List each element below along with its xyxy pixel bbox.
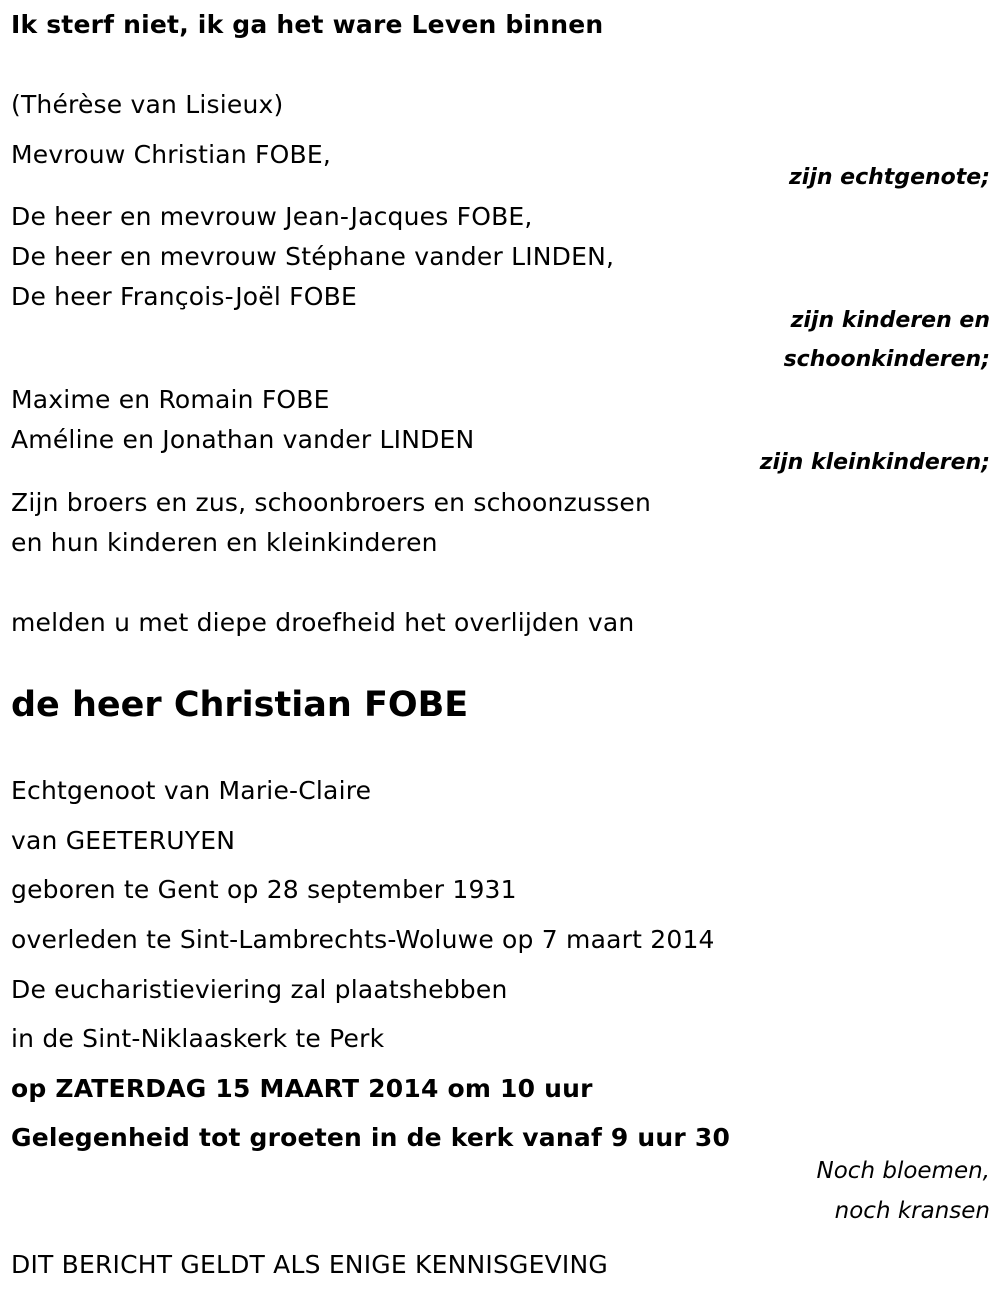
detail-line-2: van GEETERUYEN — [11, 826, 236, 855]
siblings-line-1: Zijn broers en zus, schoonbroers en schoonzussen — [11, 488, 652, 517]
children-relation-2: schoonkinderen; — [783, 347, 990, 372]
children-relation-1: zijn kinderen en — [790, 308, 990, 333]
child-line-3: De heer François-Joël FOBE — [11, 282, 357, 311]
motto: Ik sterf niet, ik ga het ware Leven binnen — [11, 10, 604, 39]
spouse-line: Mevrouw Christian FOBE, — [11, 140, 331, 169]
flowers-note-1: Noch bloemen, — [816, 1158, 990, 1184]
service-date: op ZATERDAG 15 MAART 2014 om 10 uur — [11, 1074, 593, 1103]
spouse-relation: zijn echtgenote; — [788, 165, 990, 190]
footer-notice: DIT BERICHT GELDT ALS ENIGE KENNISGEVING — [11, 1250, 608, 1279]
detail-line-4: overleden te Sint-Lambrechts-Woluwe op 7 maart 2014 — [11, 925, 715, 954]
detail-line-1: Echtgenoot van Marie-Claire — [11, 776, 372, 805]
grandchild-line-1: Maxime en Romain FOBE — [11, 385, 330, 414]
announcement: melden u met diepe droefheid het overlijden van — [11, 608, 635, 637]
detail-line-5: De eucharistieviering zal plaatshebben — [11, 975, 508, 1004]
grandchild-line-2: Améline en Jonathan vander LINDEN — [11, 425, 475, 454]
flowers-note-2: noch kransen — [834, 1198, 990, 1224]
siblings-line-2: en hun kinderen en kleinkinderen — [11, 528, 438, 557]
child-line-2: De heer en mevrouw Stéphane vander LINDEN, — [11, 242, 615, 271]
motto-source: (Thérèse van Lisieux) — [11, 90, 284, 119]
deceased-name: de heer Christian FOBE — [11, 685, 469, 725]
detail-line-6: in de Sint-Niklaaskerk te Perk — [11, 1024, 385, 1053]
detail-line-3: geboren te Gent op 28 september 1931 — [11, 875, 517, 904]
grandchildren-relation: zijn kleinkinderen; — [759, 450, 990, 475]
visitation: Gelegenheid tot groeten in de kerk vanaf 9 uur 30 — [11, 1123, 731, 1152]
child-line-1: De heer en mevrouw Jean-Jacques FOBE, — [11, 202, 533, 231]
